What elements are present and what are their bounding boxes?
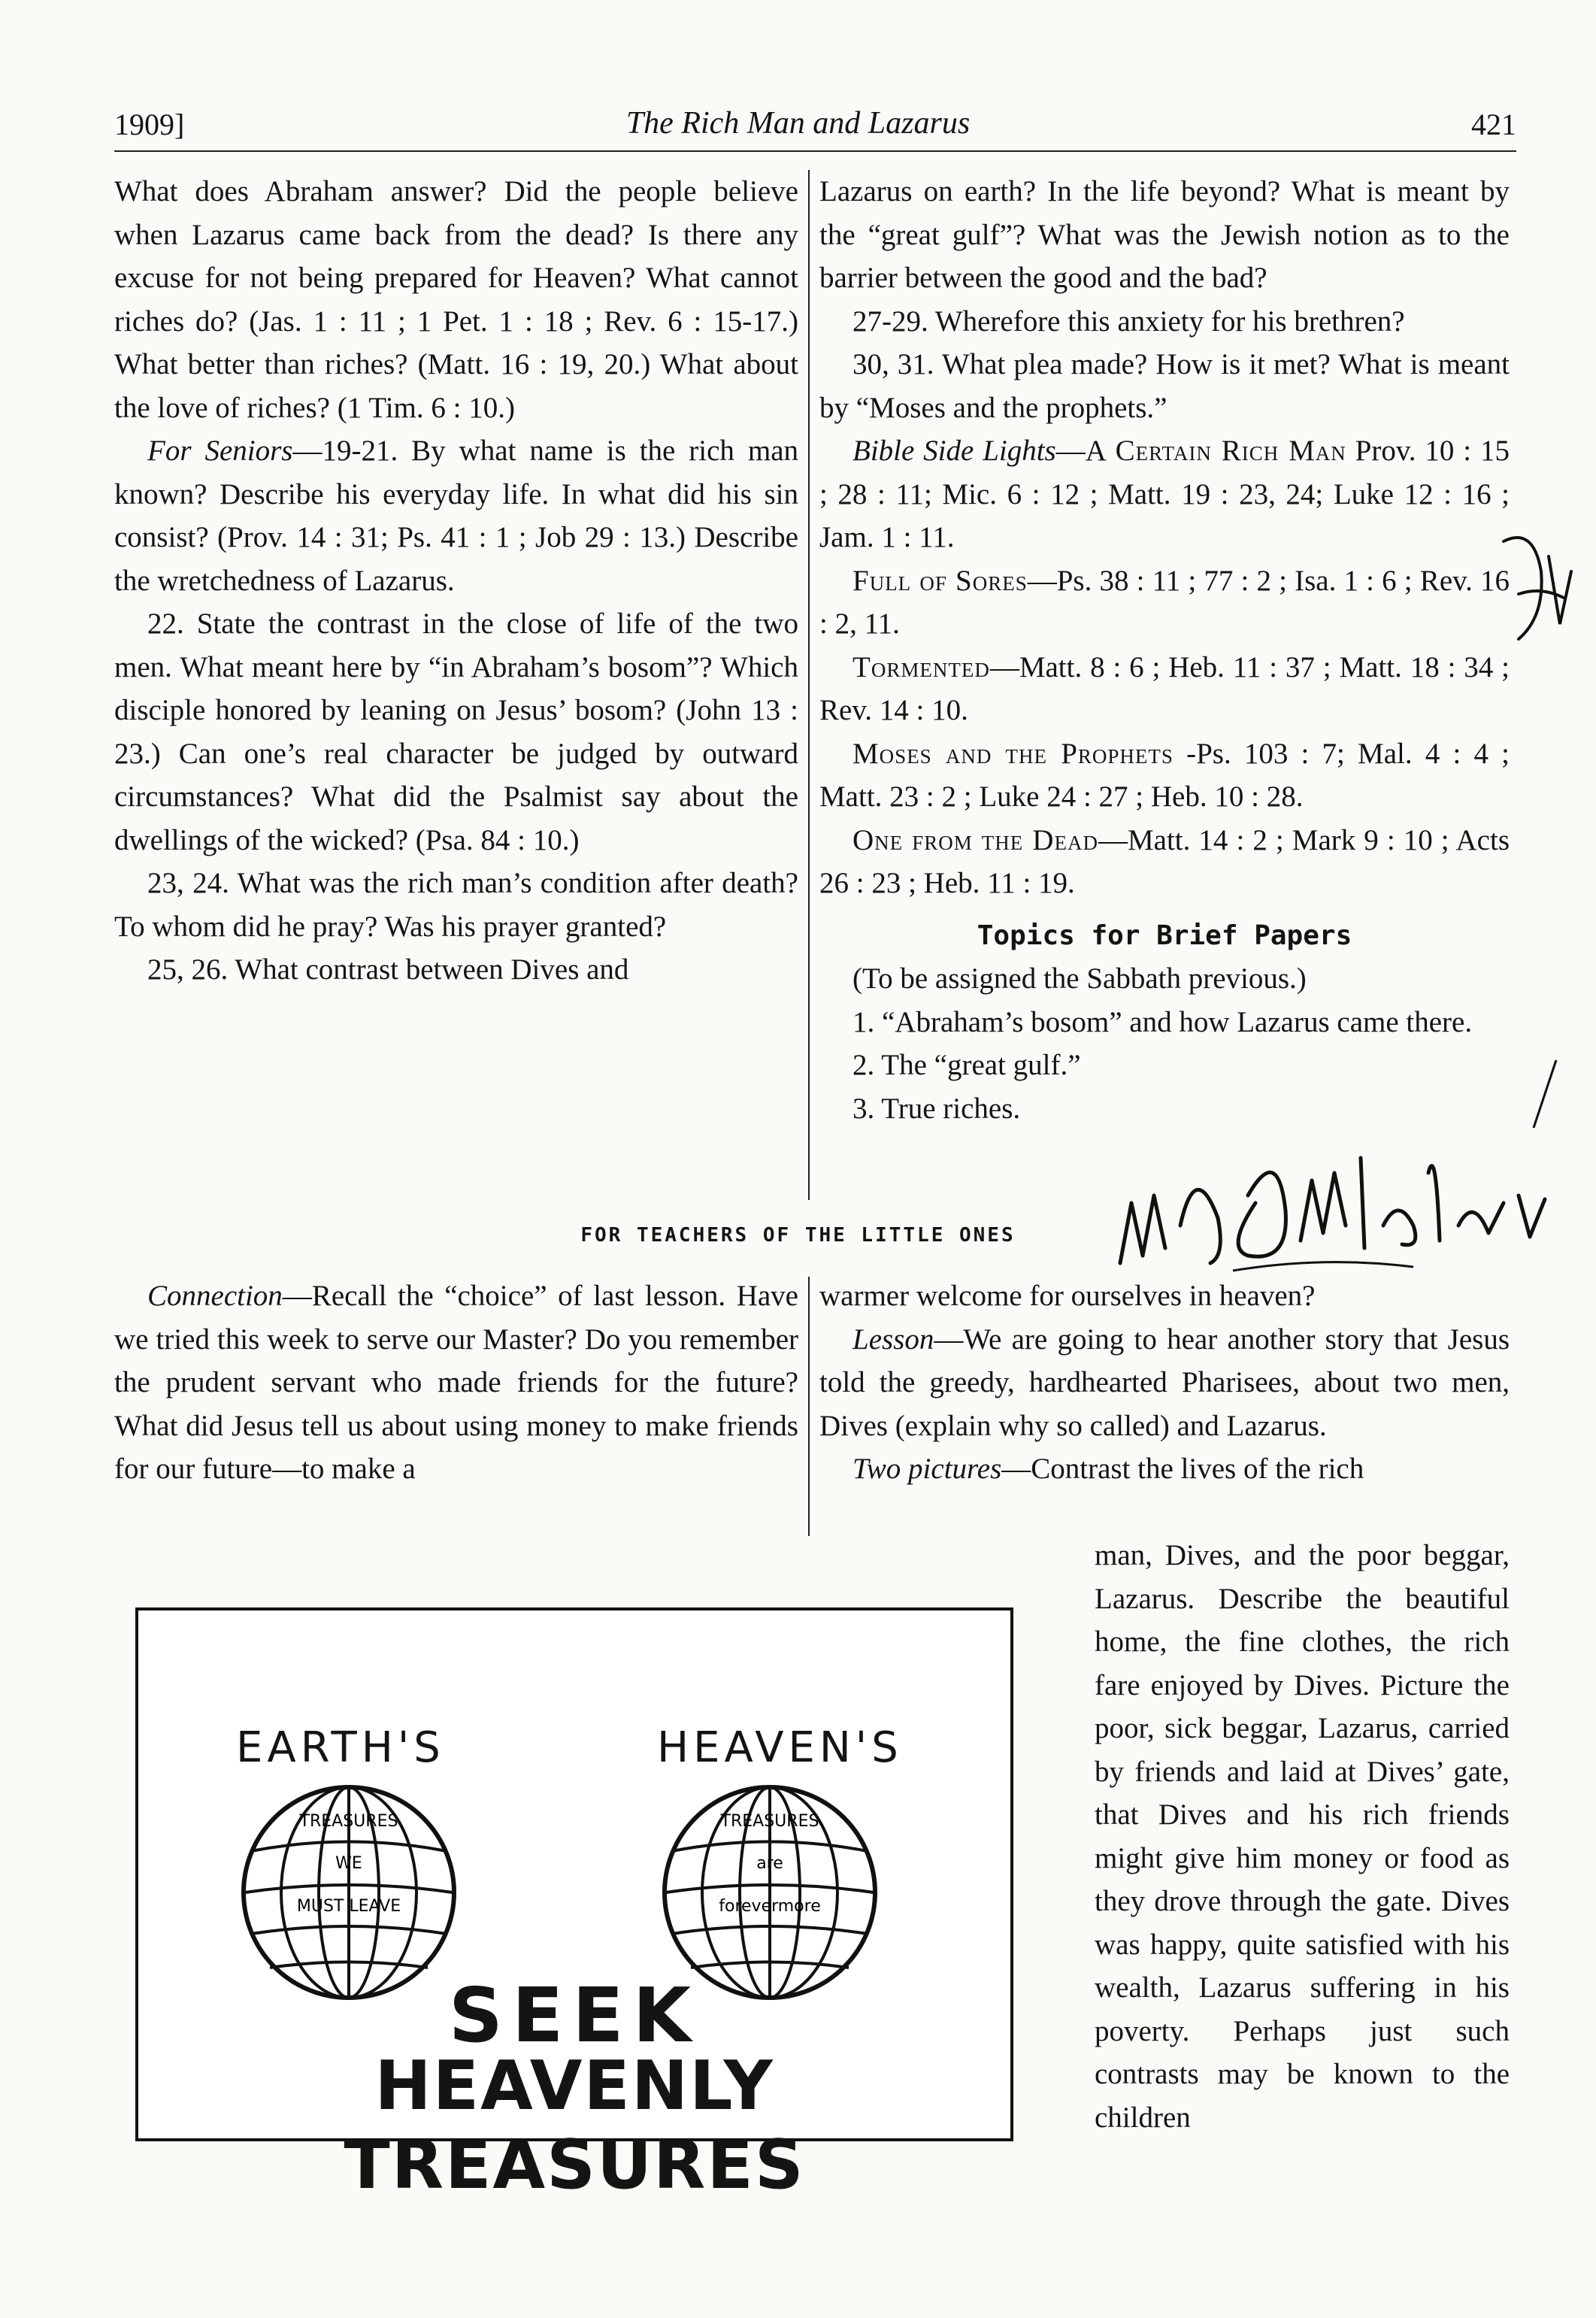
- paragraph: What does Abraham answer? Did the people believe when Lazarus came back from the dead? Is there any excuse for not being prepared for Heaven? What cannot riches do? (Jas. 1 : 11 ; 1 Pet. 1 : 18 ; Rev. 6 : 15-17.) What better than riches? (Matt. 16 : 19, 20.) What about the love of riches? (1 Tim. 6 : 10.): [114, 175, 798, 424]
- topics-subtitle: (To be assigned the Sabbath previous.): [853, 962, 1307, 995]
- topic-item: 2. The “great gulf.”: [853, 1049, 1081, 1081]
- topics-heading: Topics for Brief Papers: [977, 920, 1352, 951]
- reference-entry: Full of Sores—Ps. 38 : 11 ; 77 : 2 ; Isa. 1 : 6 ; Rev. 16 : 2, 11.: [819, 564, 1510, 640]
- page-number: 421: [1471, 108, 1516, 141]
- running-title: The Rich Man and Lazarus: [625, 106, 971, 141]
- paragraph: For Seniors—19-21. By what name is the rich man known? Describe his everyday life. In what did his sin consist? (Prov. 14 : 31; Ps. 41 : 1 ; Job 29 : 13.) Describe the wretchedness of Lazarus.: [114, 435, 799, 597]
- earth-title: EARTH'S: [236, 1723, 445, 1772]
- earth-word-3: MUST LEAVE: [296, 1897, 401, 1916]
- topic-item: 1. “Abraham’s bosom” and how Lazarus came there.: [853, 1005, 1473, 1038]
- paragraph: 27-29. Wherefore this anxiety for his brethren?: [853, 305, 1405, 338]
- upper-left-column: [114, 170, 798, 992]
- heaven-word-1: TREASURES: [720, 1812, 819, 1831]
- handwritten-signature-icon: [1098, 1113, 1564, 1286]
- paragraph: 23, 24. What was the rich man’s condition after death? To whom did he pray? Was his prayer granted?: [114, 867, 798, 943]
- paragraph: Connection—Recall the “choice” of last lesson. Have we tried this week to serve our Master? Do you remember the prudent servant who made friends for the future? What did Jesus tell us about using money to make friends for our future—to make a: [114, 1280, 798, 1485]
- lower-left-column: [114, 1274, 798, 1491]
- heaven-word-2: are: [756, 1854, 783, 1873]
- upper-right-column: [819, 170, 1510, 1130]
- paragraph: Two pictures—Contrast the lives of the rich: [853, 1453, 1364, 1485]
- paragraph: Lazarus on earth? In the life beyond? What is meant by the “great gulf”? What was the Jewish notion as to the barrier between the good and the bad?: [819, 175, 1510, 294]
- header-rule: [114, 150, 1516, 152]
- heavenly-treasures-headline: HEAVENLY TREASURES: [344, 2047, 805, 2204]
- column-rule: [808, 170, 810, 1200]
- reference-entry: Tormented—Matt. 8 : 6 ; Heb. 11 : 37 ; Matt. 18 : 34 ; Rev. 14 : 10.: [819, 650, 1510, 726]
- section-label: Bible Side Lights: [853, 435, 1056, 467]
- heaven-word-3: forevermore: [719, 1897, 821, 1916]
- reference-entry: One from the Dead—Matt. 14 : 2 ; Mark 9 : 10 ; Acts 26 : 23 ; Heb. 11 : 19.: [819, 823, 1510, 899]
- teachers-heading: FOR TEACHERS OF THE LITTLE ONES: [580, 1224, 1016, 1247]
- bible-side-lights: Bible Side Lights—A Certain Rich Man Prov. 10 : 15 ; 28 : 11; Mic. 6 : 12 ; Matt. 19 : 23, 24; Luke 12 : 16 ; Jam. 1 : 11.: [819, 435, 1510, 553]
- heaven-title: HEAVEN'S: [657, 1723, 903, 1772]
- lower-right-column: [819, 1274, 1510, 1491]
- illustration-box: [135, 1607, 1013, 2204]
- section-label: For Seniors: [147, 435, 293, 467]
- column-rule: [808, 1277, 810, 1536]
- paragraph: man, Dives, and the poor beggar, Lazarus. Describe the beautiful home, the fine clothes, the rich fare enjoyed by Dives. Picture the poor, sick beggar, Lazarus, carried by friends and laid at Dives’ gate, that Dives and his rich friends might give him money or food as they drove through the gate. Dives was happy, quite satisfied with his wealth, Lazarus suffering in his poverty. Perhaps just such contrasts may be known to the children: [1095, 1539, 1510, 2134]
- page-year: 1909]: [114, 108, 185, 141]
- margin-slash-icon: [1522, 1053, 1567, 1135]
- margin-pen-mark-icon: [1488, 526, 1586, 654]
- paragraph: warmer welcome for ourselves in heaven?: [819, 1280, 1316, 1312]
- section-label: Two pictures: [853, 1453, 1002, 1485]
- wrapped-column: [1095, 1534, 1510, 2139]
- seek-headline: SEEK: [448, 1971, 701, 2059]
- paragraph: 22. State the contrast in the close of life of the two men. What meant here by “in Abraham’s bosom”? Which disciple honored by leaning on Jesus’ bosom? (John 13 : 23.) Can one’s real character be judged by outward circumstances? What did the Psalmist say about the dwellings of the wicked? (Psa. 84 : 10.): [114, 608, 798, 856]
- section-label: Connection: [147, 1280, 283, 1312]
- reference-entry: Moses and the Prophets -Ps. 103 : 7; Mal. 4 : 4 ; Matt. 23 : 2 ; Luke 24 : 27 ; Heb. 10 : 28.: [819, 737, 1510, 813]
- topic-item: 3. True riches.: [853, 1092, 1021, 1125]
- section-label: Lesson: [853, 1323, 934, 1356]
- paragraph: 30, 31. What plea made? How is it met? What is meant by “Moses and the prophets.”: [819, 348, 1510, 424]
- earth-word-2: WE: [335, 1854, 362, 1873]
- paragraph: Lesson—We are going to hear another story that Jesus told the greedy, hardhearted Pharisees, about two men, Dives (explain why so called) and Lazarus.: [819, 1323, 1510, 1442]
- paragraph: 25, 26. What contrast between Dives and: [147, 953, 629, 986]
- earth-word-1: TREASURES: [299, 1812, 398, 1831]
